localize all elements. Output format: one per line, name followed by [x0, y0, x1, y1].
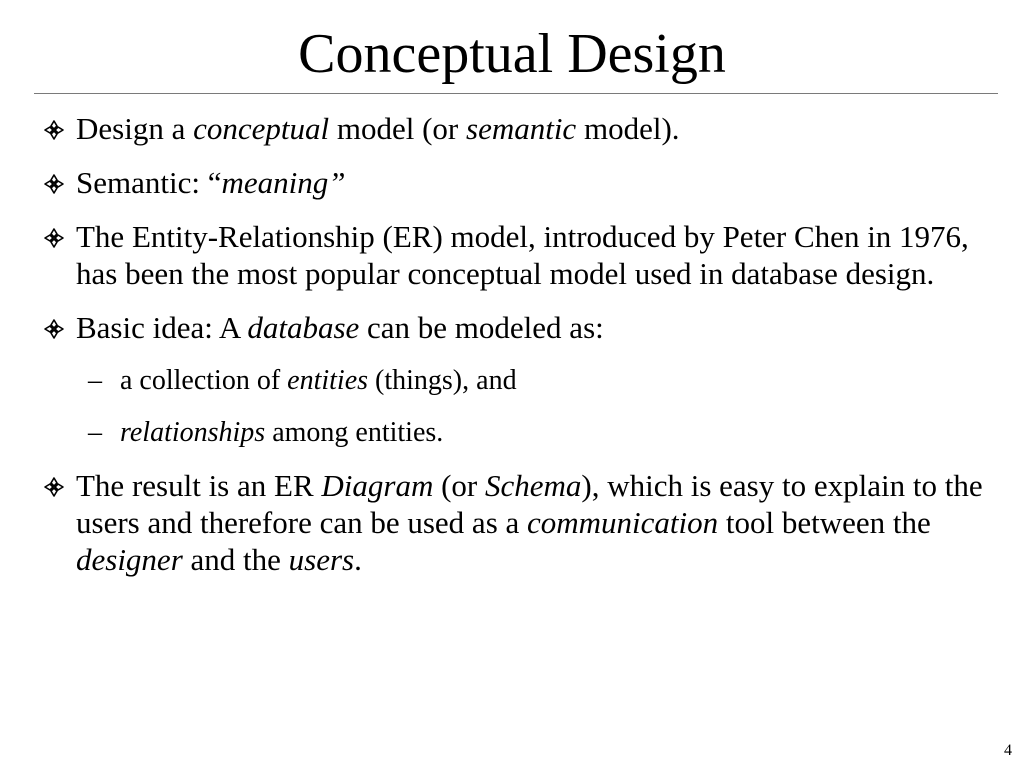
bullet-text: and the: [182, 542, 289, 577]
bullet-semantic: [0, 164, 996, 201]
sub-bullet-text: a collection of: [120, 365, 288, 396]
bullet-er-model: [0, 218, 996, 292]
bullet-text: ), which is easy to explain to the users and therefore can be used as a: [76, 468, 983, 540]
bullet-text: Design a: [76, 111, 194, 146]
slide-content: [0, 110, 1024, 578]
bullet-text: The result is an ER: [76, 468, 322, 503]
emphasis-text: semantic: [466, 111, 577, 146]
emphasis-text: Diagram: [321, 468, 434, 503]
sub-bullet-relationships: [0, 416, 1000, 450]
sub-bullet-entities: [0, 364, 1000, 398]
dash-marker: –: [88, 417, 102, 448]
diamond-bullet-icon: [38, 477, 70, 497]
bullet-er-result: [0, 467, 996, 578]
bullet-text: Semantic: “: [76, 165, 222, 200]
slide-title: Conceptual Design: [298, 23, 726, 85]
bullet-text: The Entity-Relationship (ER) model, introduced by Peter Chen in 1976, has been the most popular conceptual model used in database design.: [76, 219, 969, 291]
bullet-text: tool between the: [718, 505, 931, 540]
bullet-conceptual-model: [0, 110, 996, 147]
bullet-text: .: [354, 542, 362, 577]
emphasis-text: Schema: [484, 468, 582, 503]
emphasis-text: entities: [287, 365, 369, 396]
emphasis-text: database: [247, 310, 360, 345]
diamond-bullet-icon: [38, 120, 70, 140]
emphasis-text: conceptual: [193, 111, 330, 146]
title-underline: [34, 93, 998, 94]
bullet-text: model).: [576, 111, 680, 146]
bullet-basic-idea: [0, 309, 996, 346]
bullet-text: can be modeled as:: [359, 310, 604, 345]
bullet-text: Basic idea: A: [76, 310, 248, 345]
diamond-bullet-icon: [38, 319, 70, 339]
diamond-bullet-icon: [38, 174, 70, 194]
emphasis-text: meaning”: [221, 165, 346, 200]
dash-marker: –: [88, 365, 102, 396]
emphasis-text: communication: [527, 505, 719, 540]
emphasis-text: designer: [76, 542, 183, 577]
diamond-bullet-icon: [38, 228, 70, 248]
emphasis-text: relationships: [120, 417, 266, 448]
emphasis-text: users: [288, 542, 355, 577]
page-number: 4: [1004, 742, 1012, 759]
sub-bullet-text: (things), and: [368, 365, 517, 396]
sub-bullet-text: among entities.: [265, 417, 444, 448]
bullet-text: model (or: [329, 111, 466, 146]
bullet-text: (or: [433, 468, 485, 503]
